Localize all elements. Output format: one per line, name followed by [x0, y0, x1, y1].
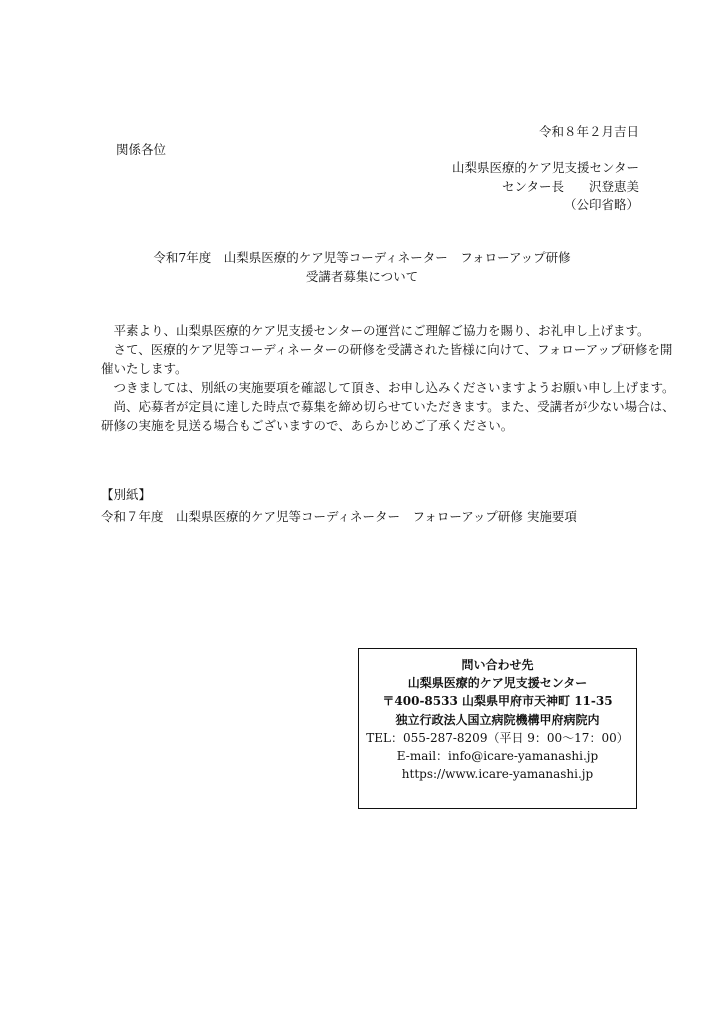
document-title: 令和7年度 山梨県医療的ケア児等コーディネーター フォローアップ研修	[153, 250, 571, 265]
annex-item: 令和７年度 山梨県医療的ケア児等コーディネーター フォローアップ研修 実施要項	[101, 509, 577, 524]
annex-label: 【別紙】	[101, 487, 152, 502]
contact-email: E-mail：info@icare-yamanashi.jp	[396, 749, 599, 764]
recipient: 関係各位	[116, 142, 167, 157]
issue-date: 令和８年２月吉日	[538, 124, 639, 139]
body-paragraph-greeting: 平素より、山梨県医療的ケア児支援センターの運営にご理解ご協力を賜り、お礼申し上げます。	[113, 323, 650, 338]
body-paragraph-announcement-cont: 催いたします。	[101, 361, 188, 376]
contact-heading: 問い合わせ先	[461, 658, 534, 672]
contact-address: 〒400-8533 山梨県甲府市天神町 11-35	[382, 694, 613, 709]
body-paragraph-request: つきましては、別紙の実施要項を確認して頂き、お申し込みくださいますようお願い申し上げます。	[113, 380, 675, 395]
document-subtitle: 受講者募集について	[305, 269, 419, 284]
body-text	[101, 321, 675, 435]
body-paragraph-notice-cont: 研修の実施を見送る場合もございますので、あらかじめご了承ください。	[101, 418, 514, 433]
contact-box	[358, 648, 637, 809]
sender-organization: 山梨県医療的ケア児支援センター	[451, 160, 639, 175]
seal-omitted-note: （公印省略）	[563, 197, 639, 212]
contact-organization: 山梨県医療的ケア児支援センター	[407, 676, 588, 691]
contact-website: https://www.icare-yamanashi.jp	[401, 767, 594, 782]
body-paragraph-notice: 尚、応募者が定員に達した時点で募集を締め切らせていただきます。また、受講者が少ない場合は、	[113, 399, 675, 414]
sender-name: センター長 沢登恵美	[501, 179, 639, 194]
body-paragraph-announcement: さて、医療的ケア児等コーディネーターの研修を受講された皆様に向けて、フォローアップ研修を開	[113, 342, 673, 357]
contact-institution: 独立行政法人国立病院機構甲府病院内	[395, 712, 600, 727]
contact-phone: TEL：055-287-8209（平日 9：00～17：00）	[366, 730, 629, 745]
